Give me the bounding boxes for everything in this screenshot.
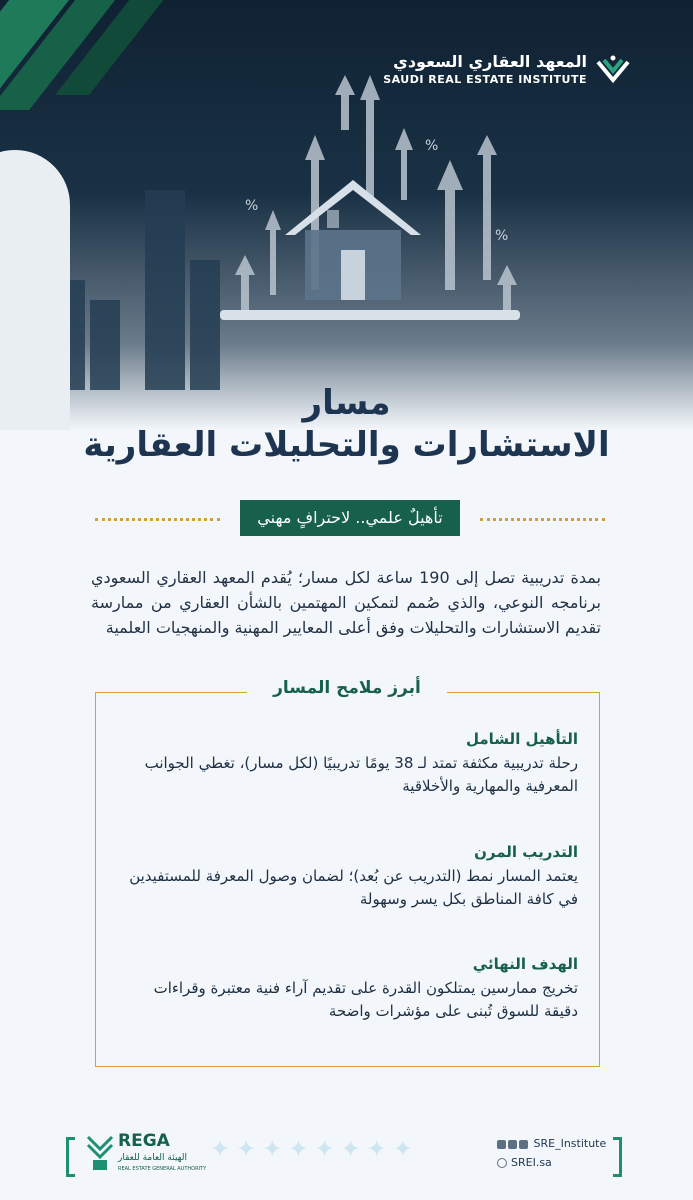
svg-text:%: % <box>495 228 509 244</box>
feature-text: تخريج ممارسين يمتلكون القدرة على تقديم آراء فنية معتبرة وقراءات دقيقة للسوق تُبنى على مؤشرات واضحة <box>153 979 578 1020</box>
page-title <box>0 383 693 467</box>
bracket-left-decor <box>66 1137 75 1177</box>
pattern-decor: ✦✦✦✦✦✦✦✦ <box>210 1135 419 1163</box>
features-title: أبرز ملامح المسار <box>247 678 447 704</box>
rega-logo-icon <box>86 1133 114 1173</box>
rega-name-arabic: الهيئة العامة للعقار <box>118 1153 188 1163</box>
feature-heading: الهدف النهائي <box>472 955 578 973</box>
globe-icon <box>497 1158 507 1168</box>
bracket-right-decor <box>613 1137 622 1177</box>
rega-name-english: REGA <box>118 1131 170 1151</box>
divider-dots-right <box>480 518 605 521</box>
linkedin-icon <box>497 1140 506 1149</box>
feature-heading: التأهيل الشامل <box>465 730 578 748</box>
logo-arabic: المعهد العقاري السعودي <box>393 52 587 71</box>
website-text: SREI.sa <box>511 1156 552 1169</box>
srei-logo <box>383 52 587 86</box>
srei-logo-icon <box>595 54 631 88</box>
tablet-icon <box>220 310 520 320</box>
website-link[interactable] <box>497 1156 552 1169</box>
svg-text:%: % <box>245 198 259 214</box>
divider-dots-left <box>95 518 220 521</box>
tagline-row <box>95 500 605 540</box>
svg-text:%: % <box>425 138 439 154</box>
title-line-1: مسار <box>302 383 391 423</box>
feature-item <box>118 730 578 798</box>
feature-item <box>118 843 578 911</box>
house-growth-illustration <box>175 60 555 350</box>
social-handle-text: SRE_Institute <box>533 1137 607 1150</box>
feature-heading: التدريب المرن <box>474 843 578 861</box>
skyline-building <box>90 300 120 390</box>
intro-paragraph: بمدة تدريبية تصل إلى 190 ساعة لكل مسار؛ يُقدم المعهد العقاري السعودي برنامجه النوعي، والذي صُمم لتمكين المهتمين بالشأن العقاري من ممارسة تقديم الاستشارات والتحليلات وفق أعلى المعايير المهنية والمنهجيات العلمية <box>91 568 601 637</box>
feature-item <box>118 955 578 1023</box>
feature-text: يعتمد المسار نمط (التدريب عن بُعد)؛ لضمان وصول المعرفة للمستفيدين في كافة المناطق بكل يسر وسهولة <box>129 867 578 908</box>
x-icon <box>508 1140 517 1149</box>
instagram-icon <box>519 1140 528 1149</box>
house-icon <box>285 180 421 300</box>
social-handle[interactable] <box>497 1137 606 1150</box>
title-line-2: الاستشارات والتحليلات العقارية <box>83 425 610 465</box>
logo-english: SAUDI REAL ESTATE INSTITUTE <box>383 73 587 86</box>
footer <box>0 1125 693 1185</box>
feature-text: رحلة تدريبية مكثفة تمتد لـ 38 يومًا تدريبيًا (لكل مسار)، تغطي الجوانب المعرفية والمهارية والأخلاقية <box>144 754 578 795</box>
hero-banner <box>0 0 693 430</box>
rega-subtitle: REAL ESTATE GENERAL AUTHORITY <box>118 1166 207 1172</box>
tagline-badge: تأهيلٌ علمي.. لاحترافٍ مهني <box>240 500 460 536</box>
